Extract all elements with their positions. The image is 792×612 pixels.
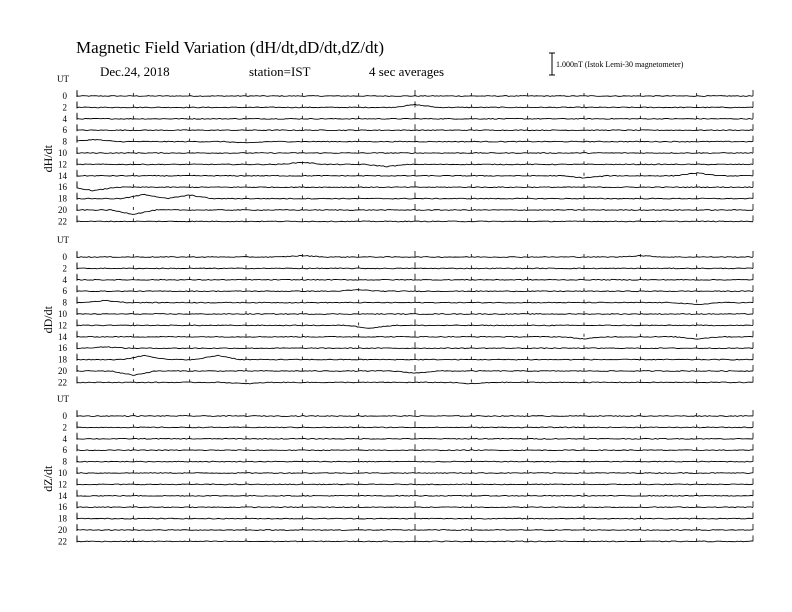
scale-bar-label: 1.000nT (Istok Lemi-30 magnetometer) (556, 60, 684, 69)
station-label: station=IST (249, 64, 311, 79)
data-trace (77, 153, 753, 154)
ut-axis-label: UT (57, 394, 69, 404)
data-trace (77, 96, 753, 97)
data-trace (77, 118, 753, 119)
component-axis-label: dD/dt (41, 306, 55, 334)
row-label: 14 (58, 331, 67, 342)
data-trace (77, 210, 753, 215)
row-label: 18 (58, 193, 67, 204)
data-trace (77, 438, 753, 439)
component-axis-label: dH/dt (41, 145, 55, 173)
row-label: 20 (58, 525, 67, 535)
row-label: 2 (62, 102, 67, 113)
row-label: 6 (62, 286, 67, 297)
row-label: 8 (62, 297, 67, 308)
row-label: 22 (58, 216, 67, 227)
data-trace (77, 427, 753, 428)
row-label: 22 (58, 536, 67, 547)
row-label: 16 (58, 343, 67, 354)
data-trace (77, 325, 753, 328)
data-trace (77, 336, 753, 339)
data-trace (77, 187, 753, 191)
data-trace (77, 371, 753, 376)
row-label: 12 (58, 159, 67, 170)
row-label: 18 (58, 354, 67, 365)
data-trace (77, 473, 753, 474)
row-label: 2 (62, 422, 67, 433)
ut-axis-label: UT (57, 74, 69, 84)
row-label: 22 (58, 377, 67, 388)
row-label: 18 (58, 513, 67, 524)
row-label: 16 (58, 502, 67, 513)
chart-title: Magnetic Field Variation (dH/dt,dD/dt,dZ/dt) (76, 38, 385, 57)
row-label: 6 (62, 125, 67, 136)
ut-axis-label: UT (57, 235, 69, 245)
row-label: 14 (58, 490, 67, 501)
row-label: 0 (62, 411, 67, 421)
row-label: 2 (62, 263, 67, 274)
row-label: 0 (62, 252, 67, 262)
averaging-label: 4 sec averages (369, 64, 445, 79)
data-trace (77, 530, 753, 531)
data-trace (77, 495, 753, 496)
row-label: 20 (58, 205, 67, 215)
row-label: 12 (58, 479, 67, 490)
component-axis-label: dZ/dt (41, 465, 55, 492)
row-label: 12 (58, 320, 67, 331)
data-trace (77, 461, 753, 462)
data-trace (77, 507, 753, 508)
data-trace (77, 221, 753, 222)
row-label: 8 (62, 456, 67, 467)
row-label: 0 (62, 91, 67, 101)
row-label: 16 (58, 182, 67, 193)
row-label: 20 (58, 366, 67, 376)
row-label: 4 (62, 113, 67, 124)
data-trace (77, 279, 753, 280)
row-label: 6 (62, 445, 67, 456)
row-label: 14 (58, 170, 67, 181)
row-label: 10 (58, 468, 67, 478)
data-trace (77, 382, 753, 384)
row-label: 4 (62, 433, 67, 444)
row-label: 10 (58, 148, 67, 158)
date-label: Dec.24, 2018 (100, 64, 170, 79)
data-trace (77, 518, 753, 519)
row-label: 10 (58, 309, 67, 319)
row-label: 4 (62, 274, 67, 285)
data-trace (77, 314, 753, 315)
row-label: 8 (62, 136, 67, 147)
